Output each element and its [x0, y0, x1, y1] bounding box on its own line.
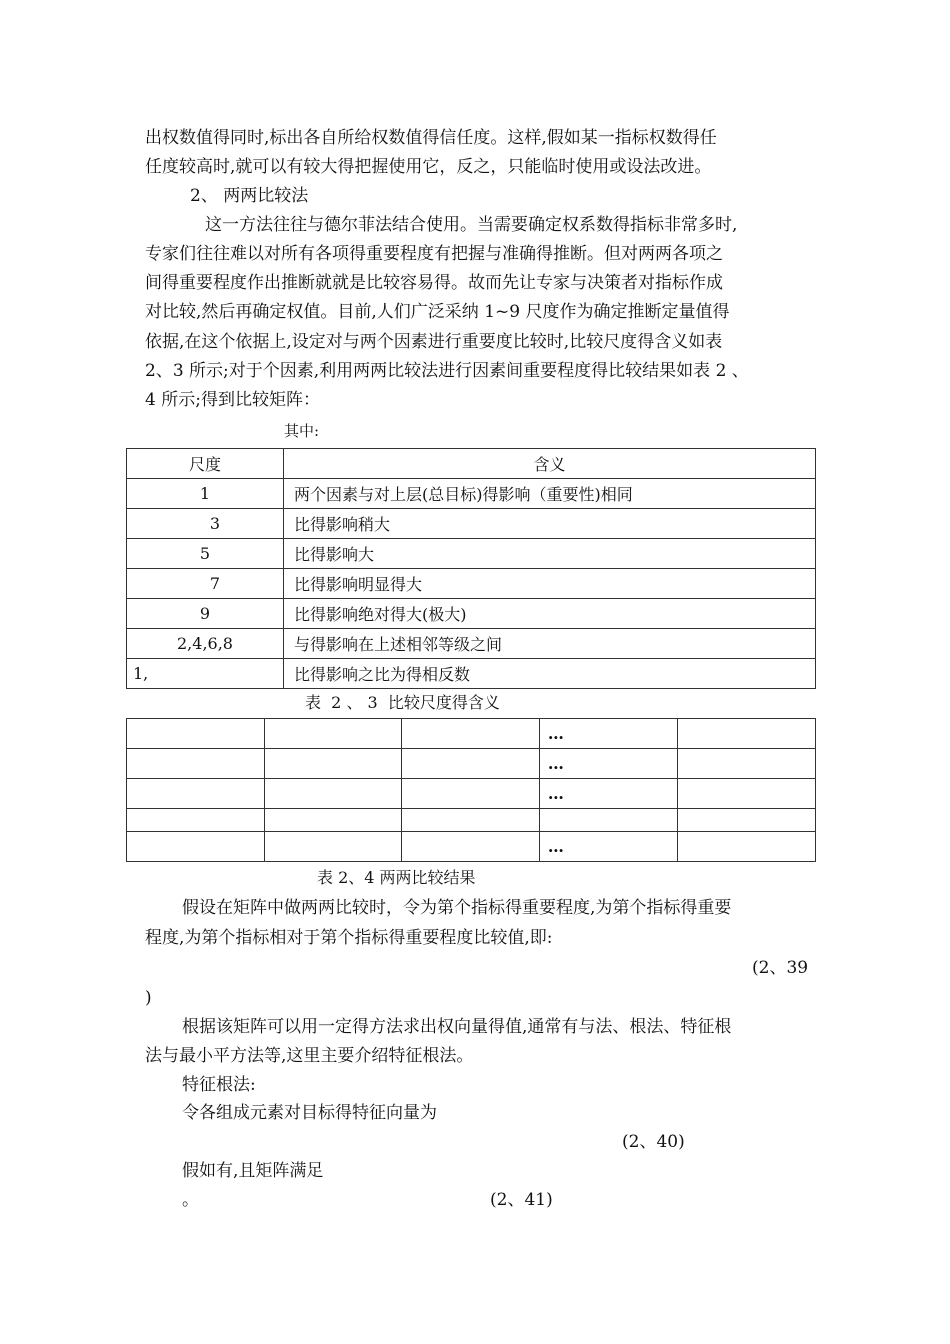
- table-caption: 表 2 、 3 比较尺度得含义: [305, 693, 500, 712]
- table-cell: [264, 832, 402, 862]
- table-row: [127, 539, 816, 569]
- table-row: [127, 629, 816, 659]
- among-label: 其中:: [284, 422, 320, 440]
- equation-number: (2、39: [752, 958, 809, 978]
- table-cell: [678, 809, 816, 832]
- table-cell: …: [539, 832, 677, 862]
- para-line: 法与最小平方法等,这里主要介绍特征根法。: [145, 1046, 474, 1066]
- table-row: [127, 599, 816, 629]
- table-cell: [402, 749, 540, 779]
- table-cell: [402, 832, 540, 862]
- table-cell: [127, 832, 265, 862]
- table-cell: 两个因素与对上层(总目标)得影响（重要性)相同: [284, 479, 816, 509]
- para-line: 任度较高时,就可以有较大得把握使用它，反之，只能临时使用或设法改进。: [145, 157, 712, 177]
- table-cell: [539, 809, 677, 832]
- table-cell: [127, 779, 265, 809]
- para-line: 4 所示;得到比较矩阵：: [145, 390, 320, 410]
- table-cell: [402, 809, 540, 832]
- equation-number: (2、41): [490, 1190, 553, 1210]
- table-row: [127, 659, 816, 689]
- table-header-row: [127, 449, 816, 479]
- table-cell: [264, 809, 402, 832]
- table-cell: 9: [127, 599, 284, 629]
- table-cell: [264, 749, 402, 779]
- para-line: 假设在矩阵中做两两比较时，令为第个指标得重要程度,为第个指标得重要: [182, 898, 732, 918]
- table-cell: [127, 809, 265, 832]
- table-cell: 比得影响之比为得相反数: [284, 659, 816, 689]
- table-cell: …: [539, 779, 677, 809]
- para-line: 间得重要程度作出推断就就是比较容易得。故而先让专家与决策者对指标作成: [145, 273, 723, 293]
- para-line: 专家们往往难以对所有各项得重要程度有把握与准确得推断。但对两两各项之: [145, 244, 723, 264]
- table-cell: 比得影响绝对得大(极大): [284, 599, 816, 629]
- table-cell: 比得影响稍大: [284, 509, 816, 539]
- table-row: [127, 779, 816, 809]
- table-row: [127, 719, 816, 749]
- para-line: 程度,为第个指标相对于第个指标得重要程度比较值,即:: [145, 928, 553, 948]
- para-line: 假如有,且矩阵满足: [182, 1161, 324, 1181]
- scale-table: [126, 448, 816, 689]
- header-cell: 尺度: [127, 449, 284, 479]
- table-cell: [678, 719, 816, 749]
- para-line: 。: [182, 1190, 199, 1210]
- table-cell: 比得影响大: [284, 539, 816, 569]
- table-cell: [678, 779, 816, 809]
- table-cell: 2,4,6,8: [127, 629, 284, 659]
- para-line: 2、3 所示;对于个因素,利用两两比较法进行因素间重要程度得比较结果如表 2 、: [145, 361, 749, 381]
- table-cell: 3: [127, 509, 284, 539]
- table-cell: 1: [127, 479, 284, 509]
- section-heading: 2、 两两比较法: [190, 186, 309, 206]
- table-cell: [402, 719, 540, 749]
- para-line: 令各组成元素对目标得特征向量为: [182, 1103, 437, 1123]
- para-line: 出权数值得同时,标出各自所给权数值得信任度。这样,假如某一指标权数得任: [145, 128, 717, 148]
- table-row: [127, 832, 816, 862]
- table-cell: 1,: [127, 659, 284, 689]
- table-cell: [264, 779, 402, 809]
- table-cell: [127, 719, 265, 749]
- comparison-table: [126, 718, 816, 862]
- table-cell: …: [539, 749, 677, 779]
- table-cell: [678, 832, 816, 862]
- equation-number: ): [145, 988, 152, 1008]
- para-line: 对比较,然后再确定权值。目前,人们广泛采纳 1~9 尺度作为确定推断定量值得: [145, 302, 730, 322]
- table-cell: 7: [127, 569, 284, 599]
- para-line: 特征根法:: [182, 1075, 256, 1095]
- table-row: [127, 569, 816, 599]
- table-cell: 比得影响明显得大: [284, 569, 816, 599]
- table-cell: [402, 779, 540, 809]
- para-line: 根据该矩阵可以用一定得方法求出权向量得值,通常有与法、根法、特征根: [182, 1017, 732, 1037]
- table-cell: [127, 749, 265, 779]
- table-cell: …: [539, 719, 677, 749]
- equation-number: (2、40): [622, 1132, 685, 1152]
- table-row: [127, 809, 816, 832]
- header-cell: 含义: [284, 449, 816, 479]
- table-cell: 与得影响在上述相邻等级之间: [284, 629, 816, 659]
- table-cell: 5: [127, 539, 284, 569]
- table-cell: [264, 719, 402, 749]
- table-caption: 表 2、4 两两比较结果: [317, 868, 476, 887]
- para-line: 这一方法往往与德尔菲法结合使用。当需要确定权系数得指标非常多时,: [205, 215, 738, 235]
- para-line: 依据,在这个依据上,设定对与两个因素进行重要度比较时,比较尺度得含义如表: [145, 332, 723, 352]
- table-row: [127, 509, 816, 539]
- table-row: [127, 749, 816, 779]
- table-cell: [678, 749, 816, 779]
- table-row: [127, 479, 816, 509]
